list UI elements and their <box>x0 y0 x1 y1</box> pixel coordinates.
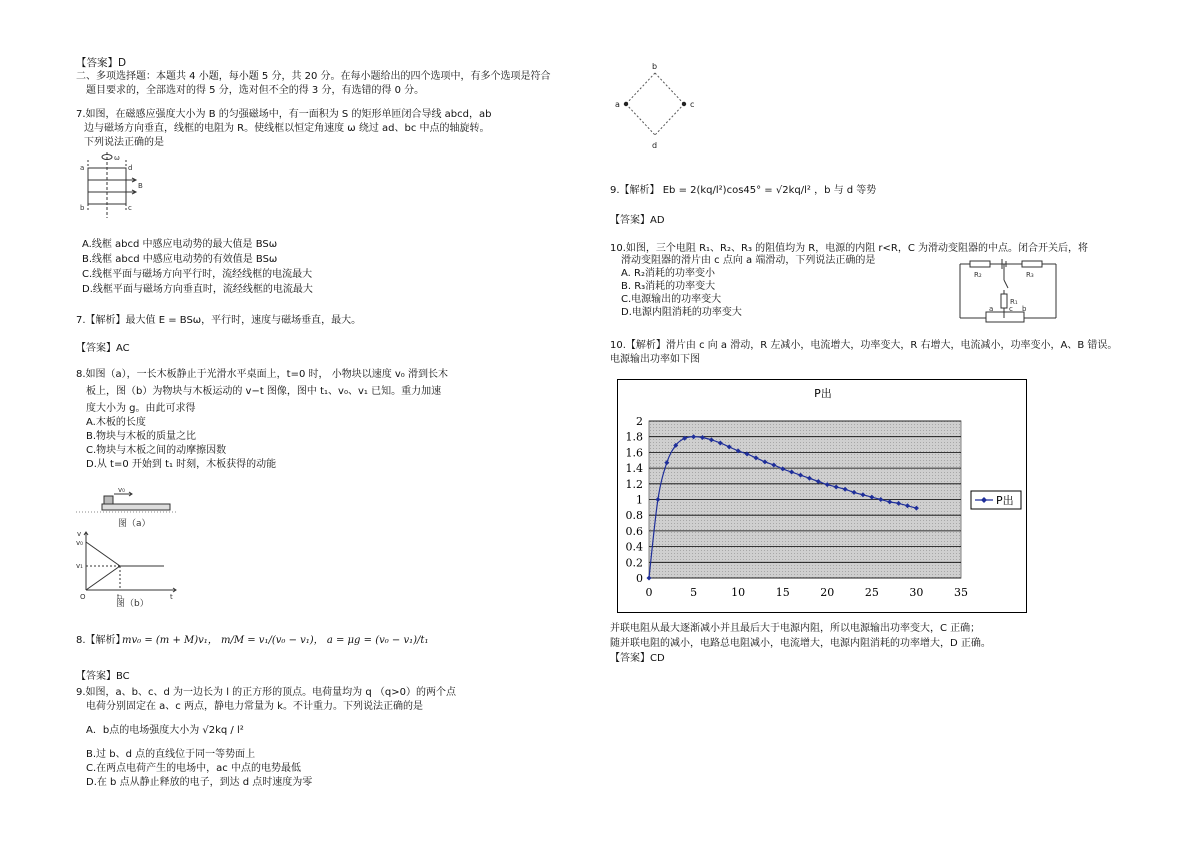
q9-answer: 【答案】AD <box>610 215 665 226</box>
section-2-heading-line1: 二、多项选择题：本题共 4 小题，每小题 5 分，共 20 分。在每小题给出的四个选项中，有多个选项是符合 <box>76 71 551 82</box>
q7-option-b: B.线框 abcd 中感应电动势的有效值是 BSω <box>82 254 278 265</box>
q10-label-r1: R₁ <box>1010 298 1018 306</box>
q7-answer: 【答案】AC <box>76 343 130 354</box>
q7-label-c: c <box>128 204 132 212</box>
q8-option-d: D.从 t=0 开始到 t₁ 时刻，木板获得的动能 <box>86 459 277 470</box>
q8-fig-t1: t₁ <box>117 593 123 601</box>
q10-option-a: A. R₂消耗的功率变小 <box>621 268 715 279</box>
q7-analysis: 7.【解析】最大值 E = BSω，平行时，速度与磁场垂直，最大。 <box>76 315 362 326</box>
section-2-heading-line2: 题目要求的，全部选对的得 5 分，选对但不全的得 3 分，有选错的得 0 分。 <box>86 85 425 96</box>
q10-conclusion-line2: 随并联电阻的减小，电路总电阻减小，电流增大，电源内阻消耗的功率增大，D 正确。 <box>610 638 991 649</box>
x-tick-label: 15 <box>775 586 790 599</box>
q8-fig-v: v <box>77 530 82 538</box>
x-tick-label: 30 <box>909 586 924 599</box>
chart-title: P出 <box>814 387 832 400</box>
q7-stem-line2: 边与磁场方向垂直，线框的电阻为 R。使线框以恒定角速度 ω 绕过 ad、bc 中点的轴旋转。 <box>84 123 490 134</box>
y-tick-label: 0 <box>636 572 643 585</box>
q10-stem-line2: 滑动变阻器的滑片由 c 点向 a 端滑动，下列说法正确的是 <box>621 255 876 266</box>
q8-option-b: B.物块与木板的质量之比 <box>86 431 197 442</box>
q10-label-r3: R₃ <box>1026 271 1034 279</box>
y-tick-label: 0.6 <box>625 524 643 538</box>
q7-stem-line1: 7.如图，在磁感应强度大小为 B 的匀强磁场中，有一面积为 S 的矩形单匝闭合导线 abcd，ab <box>76 109 492 120</box>
q9-label-b: b <box>652 62 658 71</box>
q8-fig-a-label: 图（a） <box>118 519 151 529</box>
q10-label-c: c <box>1009 305 1013 313</box>
q7-label-b: b <box>80 204 85 212</box>
q7-option-a: A.线框 abcd 中感应电动势的最大值是 BSω <box>82 239 278 250</box>
q8-fig-t: t <box>170 593 173 601</box>
legend <box>971 491 1021 509</box>
q10-option-c: C.电源输出的功率变大 <box>621 294 722 305</box>
q9-option-a: A．b点的电场强度大小为 √2kq / l² <box>86 725 244 736</box>
y-tick-label: 0.2 <box>625 556 643 570</box>
q10-answer: 【答案】CD <box>610 653 665 664</box>
q10-option-b: B. R₃消耗的功率变大 <box>621 281 716 292</box>
q7-option-c: C.线框平面与磁场方向平行时，流经线框的电流最大 <box>82 269 313 280</box>
y-tick-label: 2 <box>636 415 643 428</box>
q8-fig-v0: v₀ <box>118 486 125 494</box>
q10-circuit-diagram <box>956 258 1060 324</box>
y-tick-label: 0.8 <box>625 509 643 523</box>
q7-option-d: D.线框平面与磁场方向垂直时，流经线框的电流最大 <box>82 284 313 295</box>
q9-square-diagram <box>612 58 702 154</box>
q9-label-c: c <box>690 100 695 109</box>
q8-fig-b-label: 图（b） <box>116 599 149 608</box>
y-tick-label: 0.4 <box>625 540 643 554</box>
power-output-chart <box>617 379 1027 613</box>
q8-option-a: A.木板的长度 <box>86 417 146 428</box>
q8-fig-origin: O <box>80 593 86 601</box>
q8-fig-v1: v₁ <box>76 562 83 570</box>
x-tick-label: 5 <box>690 586 698 599</box>
q8-stem-line3: 度大小为 g。由此可求得 <box>86 403 196 414</box>
q8-fig-v0-axis: v₀ <box>76 539 83 547</box>
q8-answer: 【答案】BC <box>76 671 130 682</box>
q8-option-c: C.物块与木板之间的动摩擦因数 <box>86 445 227 456</box>
q9-label-a: a <box>615 100 620 109</box>
q9-option-b: B.过 b、d 点的直线位于同一等势面上 <box>86 749 256 760</box>
q7-frame-figure <box>78 150 150 220</box>
q7-label-omega: ω <box>114 154 120 162</box>
q9-stem-line2: 电荷分别固定在 a、c 两点，静电力常量为 k。不计重力。下列说法正确的是 <box>86 701 423 712</box>
q10-analysis-line2: 电源输出功率如下图 <box>610 354 700 365</box>
q10-label-a: a <box>989 305 994 313</box>
q7-label-a: a <box>80 164 85 172</box>
q8-analysis-prefix: 8.【解析】 <box>76 635 126 646</box>
q10-stem-line1: 10.如图，三个电阻 R₁、R₂、R₃ 的阻值均为 R，电源的内阻 r<R，C 为滑动变阻器的中点。闭合开关后，将 <box>610 243 1089 254</box>
q8-stem-line2: 板上，图（b）为物块与木板运动的 v−t 图像，图中 t₁、v₀、v₁ 已知。重力加速 <box>86 386 442 397</box>
x-tick-label: 35 <box>954 586 968 599</box>
q10-label-b: b <box>1022 305 1027 313</box>
q10-label-r2: R₂ <box>974 271 982 279</box>
q8-stem-line1: 8.如图（a），一长木板静止于光滑水平桌面上，t=0 时， 小物块以速度 v₀ 滑到长木 <box>76 369 448 380</box>
y-tick-label: 1.4 <box>625 462 643 476</box>
x-tick-label: 25 <box>864 586 879 599</box>
q8-block-board-figure <box>74 484 184 530</box>
y-tick-label: 1.2 <box>625 477 643 491</box>
y-tick-label: 1.8 <box>625 430 643 444</box>
q7-label-B: B <box>138 182 143 190</box>
q8-vt-graph <box>74 528 184 608</box>
x-tick-label: 10 <box>731 586 746 599</box>
x-tick-label: 0 <box>645 586 653 599</box>
legend-label: P出 <box>996 494 1014 507</box>
q9-analysis: 9.【解析】 Eb = 2(kq/l²)cos45° = √2kq/l² ，b 与 d 等势 <box>610 185 877 196</box>
q9-label-d: d <box>652 141 658 150</box>
q7-stem-line3: 下列说法正确的是 <box>84 137 164 148</box>
x-tick-label: 20 <box>820 586 835 599</box>
q7-label-d: d <box>128 164 133 172</box>
q10-analysis-line1: 10.【解析】滑片由 c 向 a 滑动，R 左减小，电流增大，功率变大，R 右增大，电流减小，功率变小，A、B 错误。 <box>610 340 1118 351</box>
q10-option-d: D.电源内阻消耗的功率变大 <box>621 307 742 318</box>
q9-option-d: D.在 b 点从静止释放的电子，到达 d 点时速度为零 <box>86 777 313 788</box>
answer-d: 【答案】D <box>76 57 127 69</box>
q10-conclusion-line1: 并联电阻从最大逐渐减小并且最后大于电源内阻，所以电源输出功率变大，C 正确； <box>610 623 981 634</box>
q8-analysis-formula: mv₀ = (m + M)v₁， m/M = v₁/(v₀ − v₁)， a = μg = (v₀ − v₁)/t₁ <box>122 635 429 646</box>
y-tick-label: 1.6 <box>625 446 643 460</box>
q9-option-c: C.在两点电荷产生的电场中，ac 中点的电势最低 <box>86 763 301 774</box>
y-tick-label: 1 <box>636 493 643 507</box>
q9-stem-line1: 9.如图，a、b、c、d 为一边长为 l 的正方形的顶点。电荷量均为 q （q>0）的两个点 <box>76 687 456 698</box>
